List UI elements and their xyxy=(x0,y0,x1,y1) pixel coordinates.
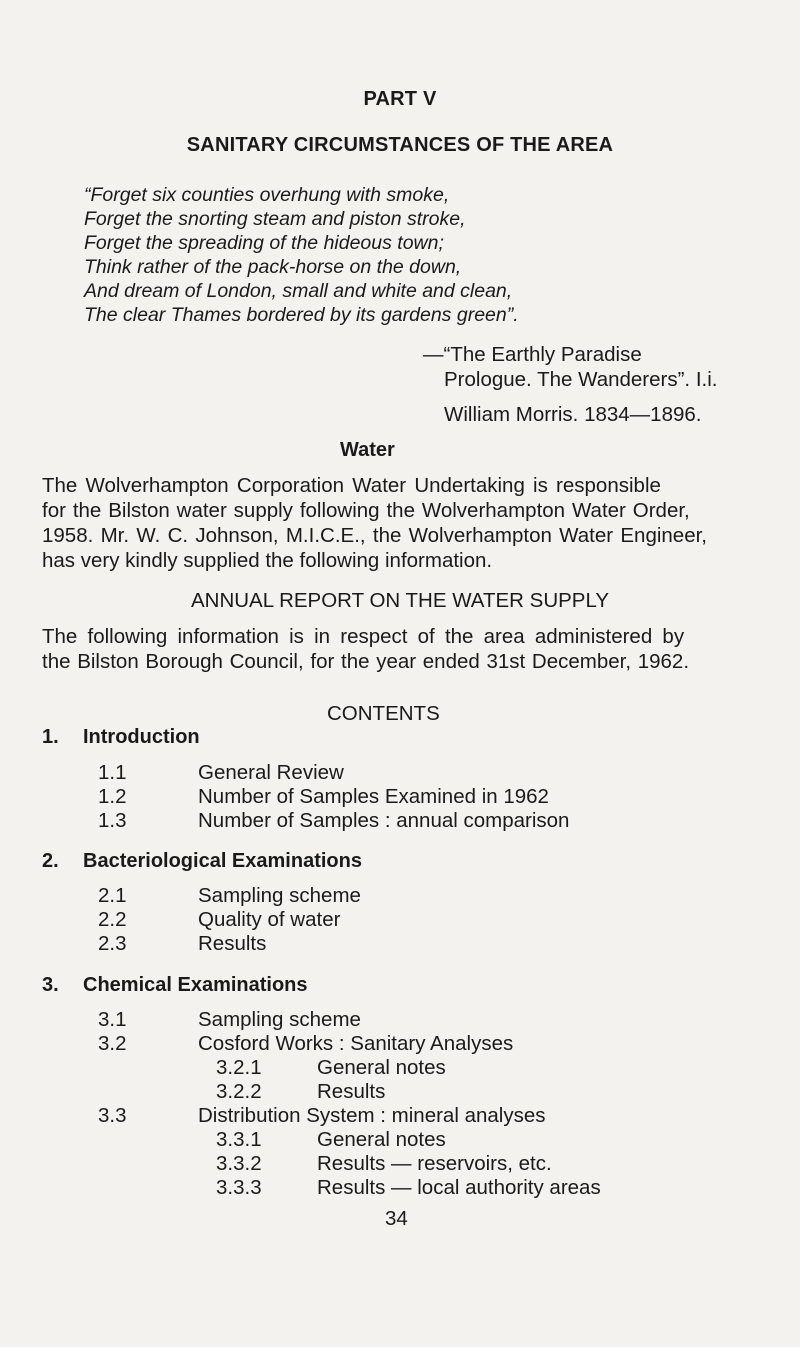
paragraph-line: the Bilston Borough Council, for the year ended 31st December, 1962. xyxy=(42,650,690,673)
toc-item-number: 3.2.1 xyxy=(216,1056,262,1079)
toc-item-number: 3.2.2 xyxy=(216,1080,262,1103)
toc-item-text: Distribution System : mineral analyses xyxy=(198,1104,546,1127)
toc-item-text: Results — reservoirs, etc. xyxy=(317,1152,552,1175)
paragraph-line: 1958. Mr. W. C. Johnson, M.I.C.E., the Wolverhampton Water Engineer, xyxy=(42,524,707,547)
poem-line: Forget the spreading of the hideous town; xyxy=(84,232,444,254)
toc-section-number: 1. xyxy=(42,726,59,748)
poem-line: Think rather of the pack-horse on the down, xyxy=(84,256,462,278)
toc-item-text: General Review xyxy=(198,761,344,784)
toc-section-title: Introduction xyxy=(83,726,200,748)
report-paragraph xyxy=(42,624,689,674)
toc-item-text: Results xyxy=(198,932,267,955)
poem-line: Forget the snorting steam and piston stroke, xyxy=(84,208,466,230)
paragraph-line: The Wolverhampton Corporation Water Undertaking is responsible xyxy=(42,474,661,497)
toc-section-number: 3. xyxy=(42,974,59,996)
toc-item-text: Results xyxy=(317,1080,386,1103)
poem-attribution-line-2: Prologue. The Wanderers”. I.i. xyxy=(444,368,718,391)
toc-item-number: 3.1 xyxy=(98,1008,127,1031)
toc-item-number: 3.3.1 xyxy=(216,1128,262,1151)
toc-item-number: 3.3 xyxy=(98,1104,127,1127)
poem-block xyxy=(84,183,519,327)
toc-item-number: 1.1 xyxy=(98,761,127,784)
paragraph-line: The following information is in respect of the area administered by xyxy=(42,625,685,648)
section-title: SANITARY CIRCUMSTANCES OF THE AREA xyxy=(186,134,614,156)
toc-item-text: Quality of water xyxy=(198,908,341,931)
toc-item-number: 1.2 xyxy=(98,785,127,808)
toc-item-text: General notes xyxy=(317,1128,446,1151)
paragraph-line: for the Bilston water supply following the Wolverhampton Water Order, xyxy=(42,499,690,522)
toc-section-number: 2. xyxy=(42,850,59,872)
toc-item-text: Number of Samples : annual comparison xyxy=(198,809,570,832)
water-paragraph xyxy=(42,473,707,573)
poem-attribution-line-1: —“The Earthly Paradise xyxy=(423,343,642,366)
contents-heading: CONTENTS xyxy=(327,702,440,725)
toc-item-number: 3.2 xyxy=(98,1032,127,1055)
poem-author: William Morris. 1834—1896. xyxy=(444,403,702,426)
toc-item-text: Sampling scheme xyxy=(198,1008,361,1031)
toc-item-number: 3.3.3 xyxy=(216,1176,262,1199)
water-heading: Water xyxy=(340,439,395,461)
poem-line: The clear Thames bordered by its gardens green”. xyxy=(84,304,519,326)
poem-line: “Forget six counties overhung with smoke, xyxy=(84,184,450,206)
toc-section-title: Chemical Examinations xyxy=(83,974,308,996)
toc-item-text: Sampling scheme xyxy=(198,884,361,907)
annual-report-heading: ANNUAL REPORT ON THE WATER SUPPLY xyxy=(190,589,610,612)
toc-item-text: Number of Samples Examined in 1962 xyxy=(198,785,549,808)
toc-item-number: 2.2 xyxy=(98,908,127,931)
poem-line: And dream of London, small and white and clean, xyxy=(84,280,513,302)
toc-item-number: 2.1 xyxy=(98,884,127,907)
toc-item-number: 2.3 xyxy=(98,932,127,955)
toc-item-number: 1.3 xyxy=(98,809,127,832)
paragraph-line: has very kindly supplied the following information. xyxy=(42,549,493,572)
page-number: 34 xyxy=(385,1207,408,1230)
part-title: PART V xyxy=(363,88,437,110)
toc-item-text: Cosford Works : Sanitary Analyses xyxy=(198,1032,514,1055)
toc-item-text: General notes xyxy=(317,1056,446,1079)
toc-section-title: Bacteriological Examinations xyxy=(83,850,362,872)
toc-item-text: Results — local authority areas xyxy=(317,1176,601,1199)
toc-item-number: 3.3.2 xyxy=(216,1152,262,1175)
